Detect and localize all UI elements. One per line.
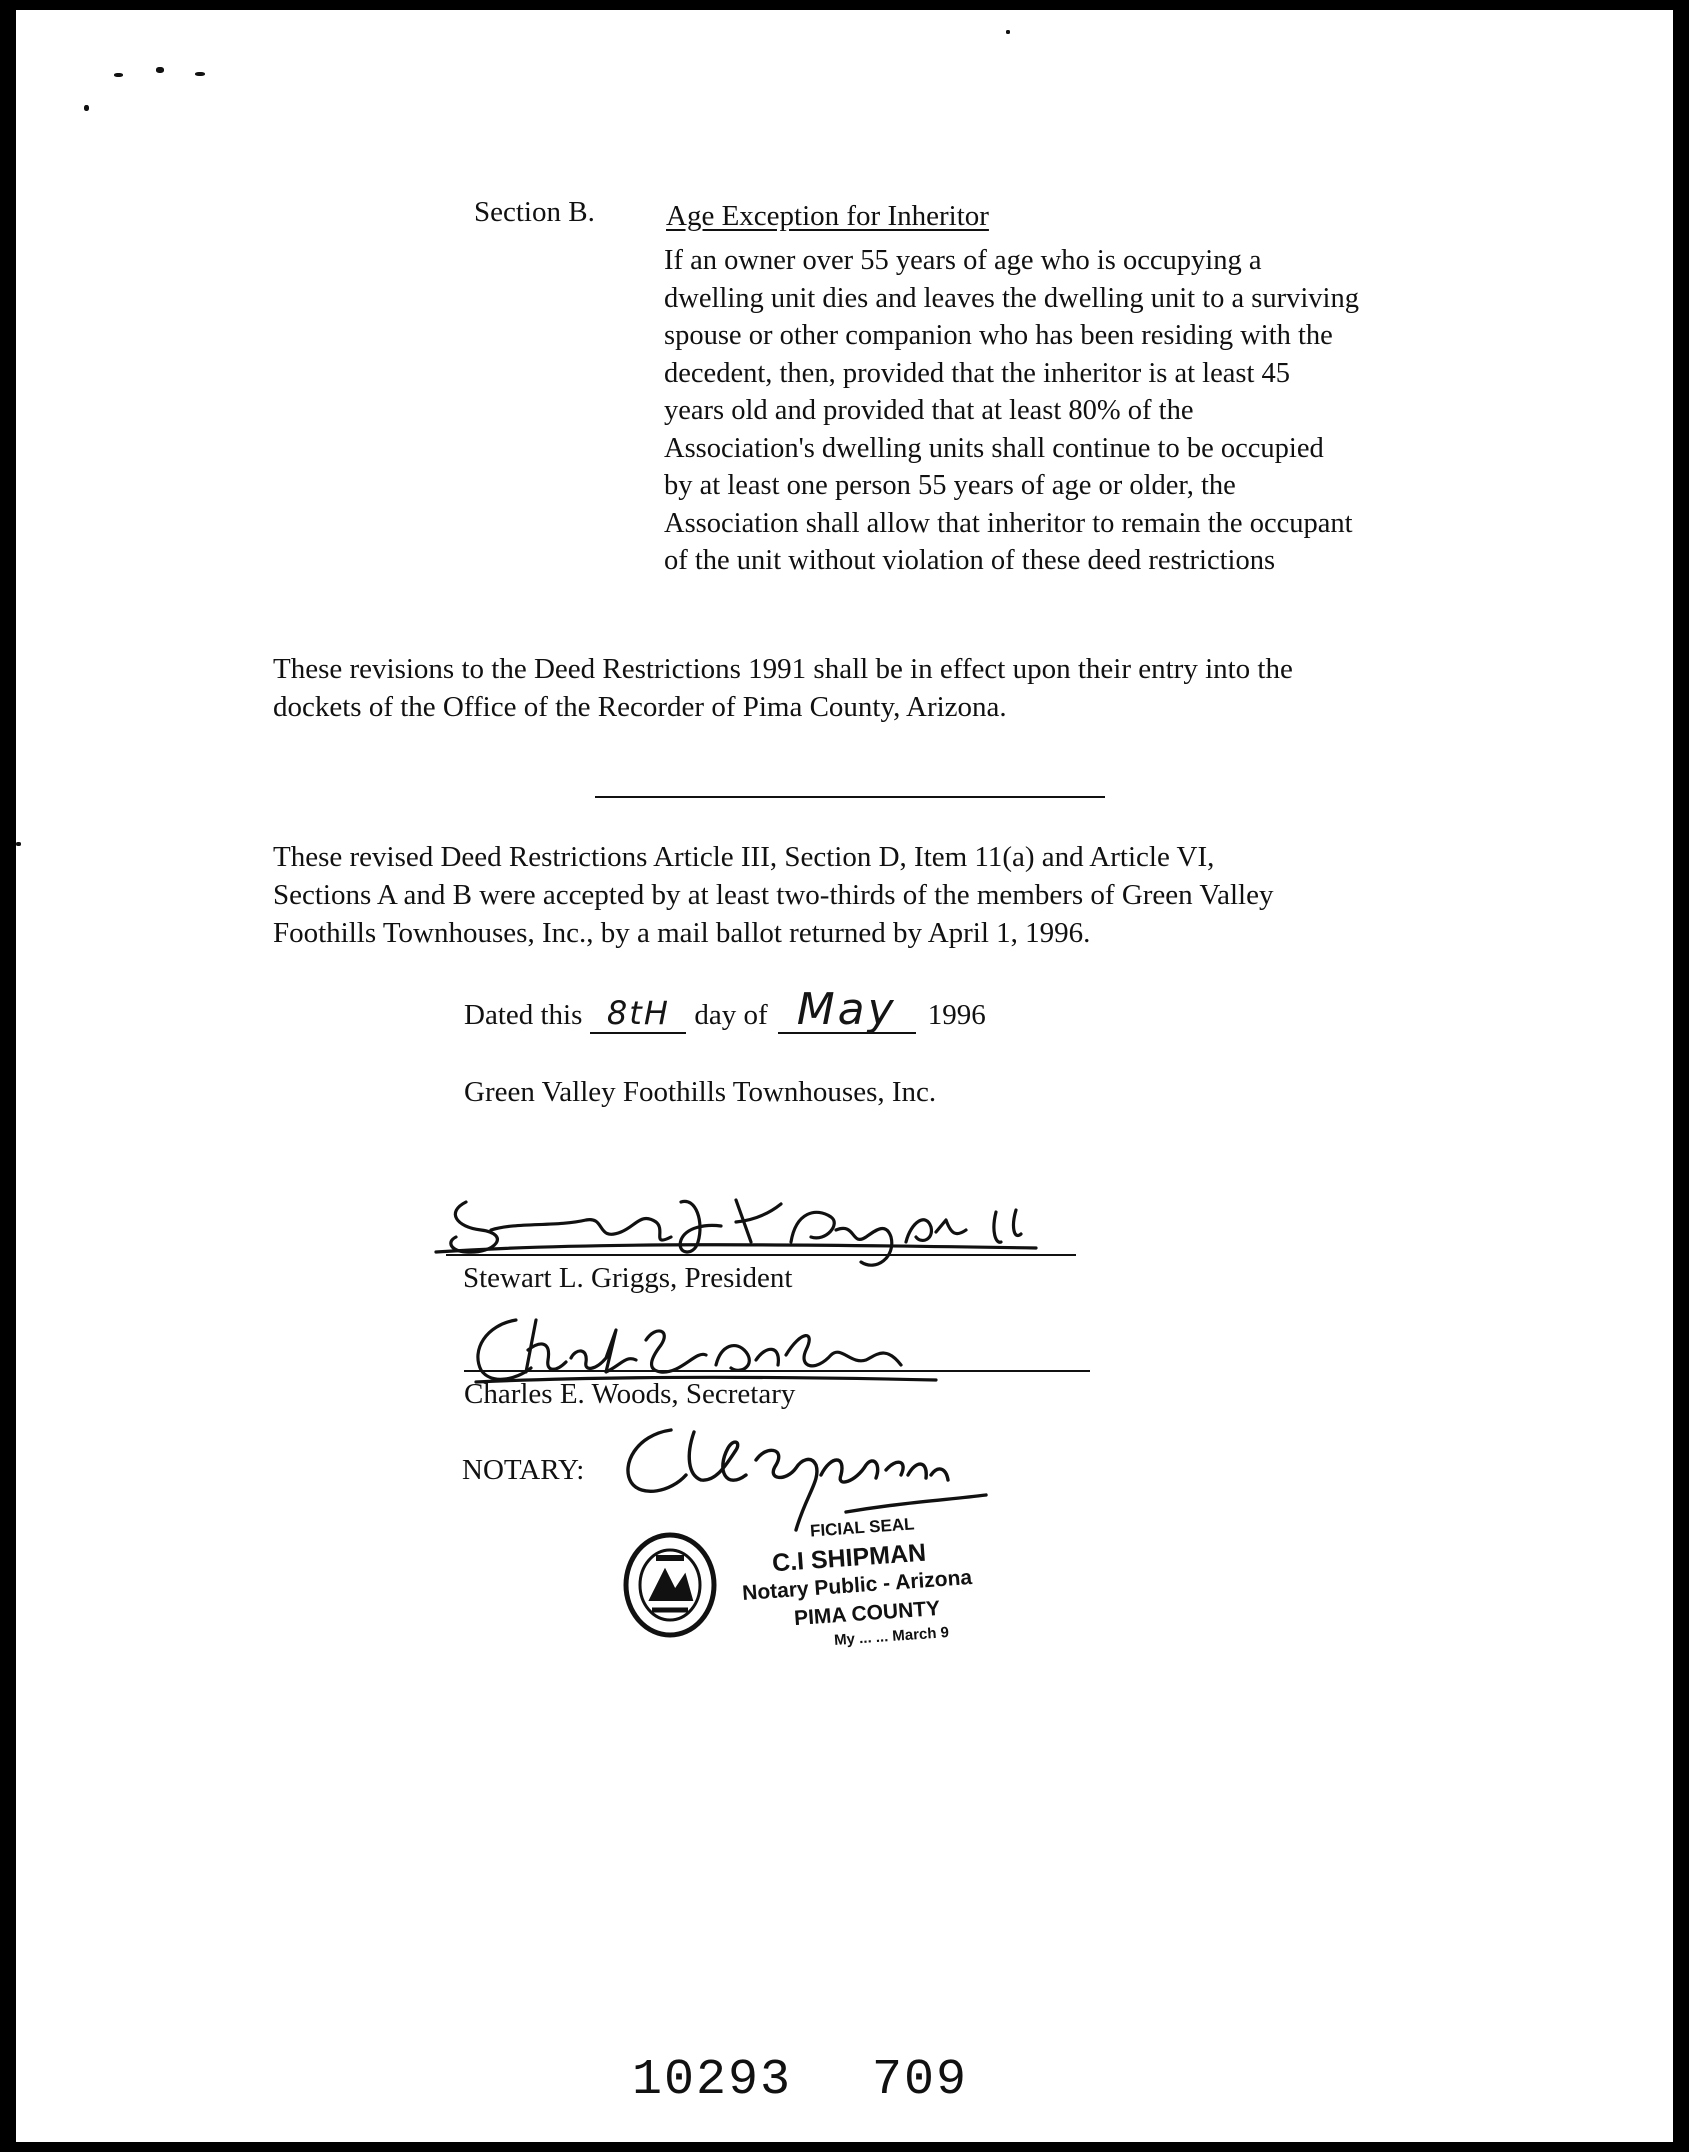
- seal-line: Notary Public - Arizona: [741, 1565, 973, 1606]
- section-title: Age Exception for Inheritor: [666, 200, 989, 232]
- state-seal-emblem: [620, 1530, 720, 1640]
- section-line: by at least one person 55 years of age or older, the: [664, 470, 1236, 501]
- dated-year: 1996: [927, 999, 986, 1031]
- docket-page: 709: [872, 2052, 969, 2109]
- section-line: dwelling unit dies and leaves the dwelling unit to a surviving: [664, 282, 1359, 314]
- seal-line: My ... ... March 9: [833, 1624, 950, 1649]
- seal-line: C.I SHIPMAN: [771, 1538, 927, 1578]
- seal-line: PIMA COUNTY: [793, 1596, 941, 1631]
- section-line: If an owner over 55 years of age who is occupying a: [664, 245, 1262, 276]
- paragraph-line: These revised Deed Restrictions Article III, Section D, Item 11(a) and Article VI,: [273, 841, 1215, 873]
- secretary-signature-line: [464, 1370, 1090, 1372]
- organization-name: Green Valley Foothills Townhouses, Inc.: [464, 1076, 937, 1108]
- month-blank: [778, 984, 916, 1035]
- docket-number: [632, 2052, 968, 2109]
- docket-book: 10293: [632, 2052, 793, 2109]
- dated-prefix: Dated this: [464, 999, 583, 1031]
- section-label: Section B.: [474, 196, 595, 228]
- section-line: spouse or other companion who has been residing with the: [664, 320, 1333, 351]
- document-page: [16, 10, 1673, 2142]
- section-line: Association's dwelling units shall continue to be occupied: [664, 432, 1324, 464]
- section-line: decedent, then, provided that the inheritor is at least 45: [664, 357, 1291, 389]
- separator-rule: [595, 796, 1105, 798]
- paragraph-line: These revisions to the Deed Restrictions 1991 shall be in effect upon their entry into the: [273, 653, 1293, 685]
- section-line: Association shall allow that inheritor to remain the occupant: [664, 507, 1353, 539]
- seal-line: FICIAL SEAL: [809, 1514, 916, 1541]
- president-signature-line: [446, 1254, 1076, 1256]
- handwritten-day: 8tH: [606, 994, 670, 1032]
- paragraph-line: Foothills Townhouses, Inc., by a mail ballot returned by April 1, 1996.: [273, 917, 1091, 949]
- handwritten-month: May: [796, 984, 897, 1035]
- section-line: of the unit without violation of these deed restrictions: [664, 545, 1276, 576]
- paragraph-line: dockets of the Office of the Recorder of Pima County, Arizona.: [273, 691, 1007, 723]
- notary-label: NOTARY:: [462, 1454, 585, 1486]
- president-name: Stewart L. Griggs, President: [463, 1262, 793, 1294]
- dated-middle: day of: [694, 999, 768, 1031]
- acceptance-paragraph: [273, 838, 1473, 952]
- dated-line: [464, 984, 986, 1035]
- day-blank: [590, 994, 686, 1034]
- paragraph-line: Sections A and B were accepted by at least two-thirds of the members of Green Valley: [273, 879, 1274, 911]
- secretary-name: Charles E. Woods, Secretary: [464, 1378, 796, 1410]
- section-line: years old and provided that at least 80% of the: [664, 395, 1194, 426]
- effect-paragraph: [273, 650, 1473, 726]
- section-body: [664, 242, 1464, 580]
